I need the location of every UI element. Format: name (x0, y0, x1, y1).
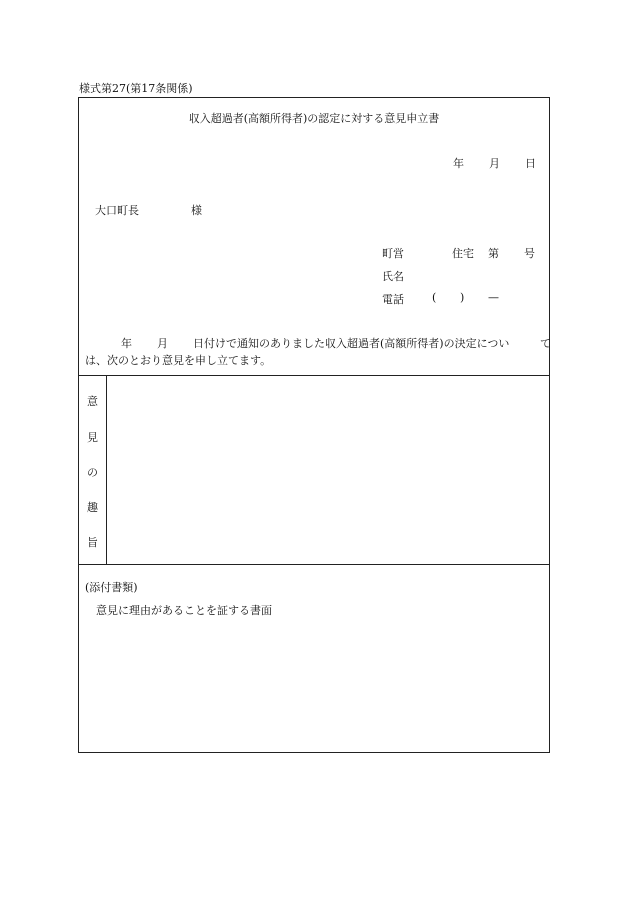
name-label: 氏名 (382, 270, 404, 283)
statement-line1-text: 日付けで通知のありました収入超過者(高額所得者)の決定につい (193, 337, 510, 350)
header-section (79, 98, 549, 376)
opinion-label-char: 見 (87, 431, 98, 444)
opinion-label-char: 旨 (87, 536, 98, 549)
date-month-label: 月 (489, 157, 500, 170)
opinion-label-char: 趣 (87, 501, 98, 514)
date-year-label: 年 (453, 157, 464, 170)
phone-label: 電話 (382, 293, 404, 306)
attachments-section (79, 565, 549, 752)
date-day-label: 日 (525, 157, 536, 170)
statement-line-2: は、次のとおり意見を申し立てます。 (85, 354, 272, 367)
opinion-label-char: 意 (87, 395, 98, 408)
opinion-section (79, 376, 549, 565)
attachment-item: 意見に理由があることを証する書面 (96, 604, 272, 617)
form-number: 様式第27(第17条関係) (79, 82, 193, 95)
phone-open-paren: ( (432, 291, 437, 304)
phone-close-paren: ) (460, 291, 465, 304)
document-title: 収入超過者(高額所得者)の認定に対する意見申立書 (188, 112, 440, 125)
phone-dash: — (488, 291, 499, 304)
addressee-name: 大口町長 (95, 204, 139, 217)
attachments-heading: (添付書類) (85, 581, 138, 594)
statement-year-label: 年 (121, 337, 132, 350)
addressee-honorific: 様 (191, 204, 202, 217)
application-form-frame (78, 97, 550, 753)
opinion-label-column (79, 376, 107, 564)
housing-label: 町営 (382, 247, 404, 260)
statement-line1-tail: て (540, 337, 551, 350)
opinion-content-area[interactable] (107, 376, 549, 564)
applicant-name-line (382, 268, 404, 284)
building-suffix: 号 (524, 247, 535, 260)
building-prefix: 第 (488, 247, 499, 260)
housing-suffix: 住宅 (452, 247, 474, 260)
statement-month-label: 月 (157, 337, 168, 350)
opinion-label-char: の (87, 466, 98, 479)
addressee-line (95, 202, 202, 218)
